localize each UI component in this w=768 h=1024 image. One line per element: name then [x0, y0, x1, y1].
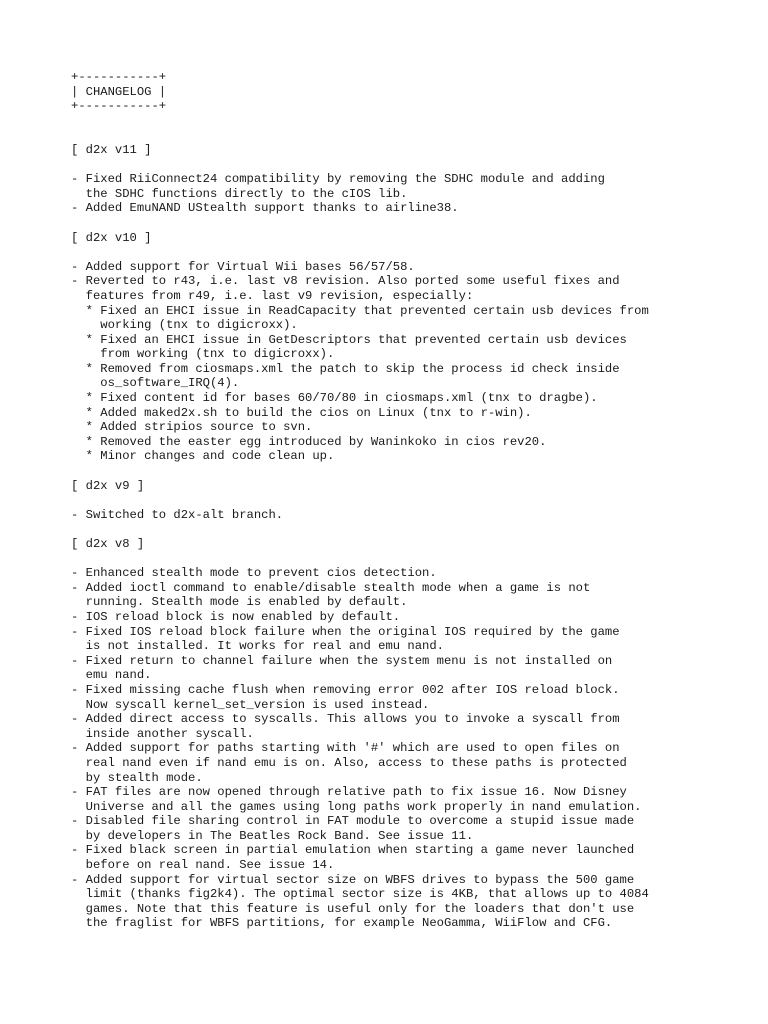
text-line: * Fixed an EHCI issue in GetDescriptors that prevented certain usb devices: [71, 332, 627, 347]
text-line: before on real nand. See issue 14.: [71, 858, 335, 873]
changelog-document: [71, 70, 761, 931]
text-line: Now syscall kernel_set_version is used instead.: [71, 697, 430, 712]
text-line: [71, 216, 761, 231]
text-line: [71, 464, 761, 479]
text-line: [71, 128, 761, 143]
text-line: - Added ioctl command to enable/disable stealth mode when a game is not: [71, 580, 591, 595]
text-line: * Fixed an EHCI issue in ReadCapacity that prevented certain usb devices from: [71, 303, 649, 318]
text-line: running. Stealth mode is enabled by default.: [71, 595, 408, 610]
text-line: - Added support for virtual sector size on WBFS drives to bypass the 500 game: [71, 872, 635, 887]
text-line: - FAT files are now opened through relative path to fix issue 16. Now Disney: [71, 785, 627, 800]
text-line: [71, 245, 761, 260]
text-line: Universe and all the games using long paths work properly in nand emulation.: [71, 799, 642, 814]
text-line: * Removed from ciosmaps.xml the patch to skip the process id check inside: [71, 361, 620, 376]
text-line: is not installed. It works for real and emu nand.: [71, 639, 444, 654]
text-line: - IOS reload block is now enabled by default.: [71, 609, 401, 624]
text-line: [ d2x v11 ]: [71, 142, 152, 157]
text-line: | CHANGELOG |: [71, 84, 167, 99]
text-line: os_software_IRQ(4).: [71, 376, 240, 391]
text-line: - Fixed black screen in partial emulation when starting a game never launched: [71, 843, 635, 858]
text-line: [71, 114, 761, 129]
text-line: - Added support for paths starting with '#' which are used to open files on: [71, 741, 620, 756]
text-line: working (tnx to digicroxx).: [71, 318, 298, 333]
text-line: inside another syscall.: [71, 726, 254, 741]
text-line: * Added stripios source to svn.: [71, 420, 313, 435]
text-line: by developers in The Beatles Rock Band. See issue 11.: [71, 828, 474, 843]
text-line: - Fixed missing cache flush when removing error 002 after IOS reload block.: [71, 682, 620, 697]
text-line: - Added support for Virtual Wii bases 56/57/58.: [71, 259, 415, 274]
text-line: by stealth mode.: [71, 770, 203, 785]
text-line: - Fixed return to channel failure when the system menu is not installed on: [71, 653, 613, 668]
text-line: real nand even if nand emu is on. Also, access to these paths is protected: [71, 755, 627, 770]
text-line: limit (thanks fig2k4). The optimal sector size is 4KB, that allows up to 4084: [71, 887, 649, 902]
text-line: games. Note that this feature is useful only for the loaders that don't use: [71, 901, 635, 916]
text-line: [ d2x v9 ]: [71, 478, 145, 493]
text-line: the fraglist for WBFS partitions, for example NeoGamma, WiiFlow and CFG.: [71, 916, 613, 931]
text-line: +-----------+: [71, 99, 167, 114]
text-line: - Added direct access to syscalls. This allows you to invoke a syscall from: [71, 712, 620, 727]
text-line: - Added EmuNAND UStealth support thanks to airline38.: [71, 201, 459, 216]
text-line: * Minor changes and code clean up.: [71, 449, 335, 464]
text-line: - Switched to d2x-alt branch.: [71, 507, 284, 522]
text-line: * Added maked2x.sh to build the cios on Linux (tnx to r-win).: [71, 405, 532, 420]
text-line: * Fixed content id for bases 60/70/80 in ciosmaps.xml (tnx to dragbe).: [71, 391, 598, 406]
text-line: [71, 522, 761, 537]
text-line: - Enhanced stealth mode to prevent cios detection.: [71, 566, 437, 581]
text-line: emu nand.: [71, 668, 152, 683]
text-line: - Reverted to r43, i.e. last v8 revision. Also ported some useful fixes and: [71, 274, 620, 289]
text-line: - Fixed RiiConnect24 compatibility by removing the SDHC module and adding: [71, 172, 605, 187]
text-line: [ d2x v8 ]: [71, 537, 145, 551]
text-line: the SDHC functions directly to the cIOS lib.: [71, 186, 408, 201]
text-line: features from r49, i.e. last v9 revision, especially:: [71, 288, 474, 303]
text-line: [71, 158, 761, 173]
text-line: from working (tnx to digicroxx).: [71, 347, 335, 362]
text-line: [71, 493, 761, 508]
text-line: +-----------+: [71, 70, 167, 84]
text-line: [71, 552, 761, 567]
text-line: - Fixed IOS reload block failure when the original IOS required by the game: [71, 624, 620, 639]
text-line: * Removed the easter egg introduced by Waninkoko in cios rev20.: [71, 434, 547, 449]
text-line: - Disabled file sharing control in FAT module to overcome a stupid issue made: [71, 814, 635, 829]
text-line: [ d2x v10 ]: [71, 230, 152, 245]
